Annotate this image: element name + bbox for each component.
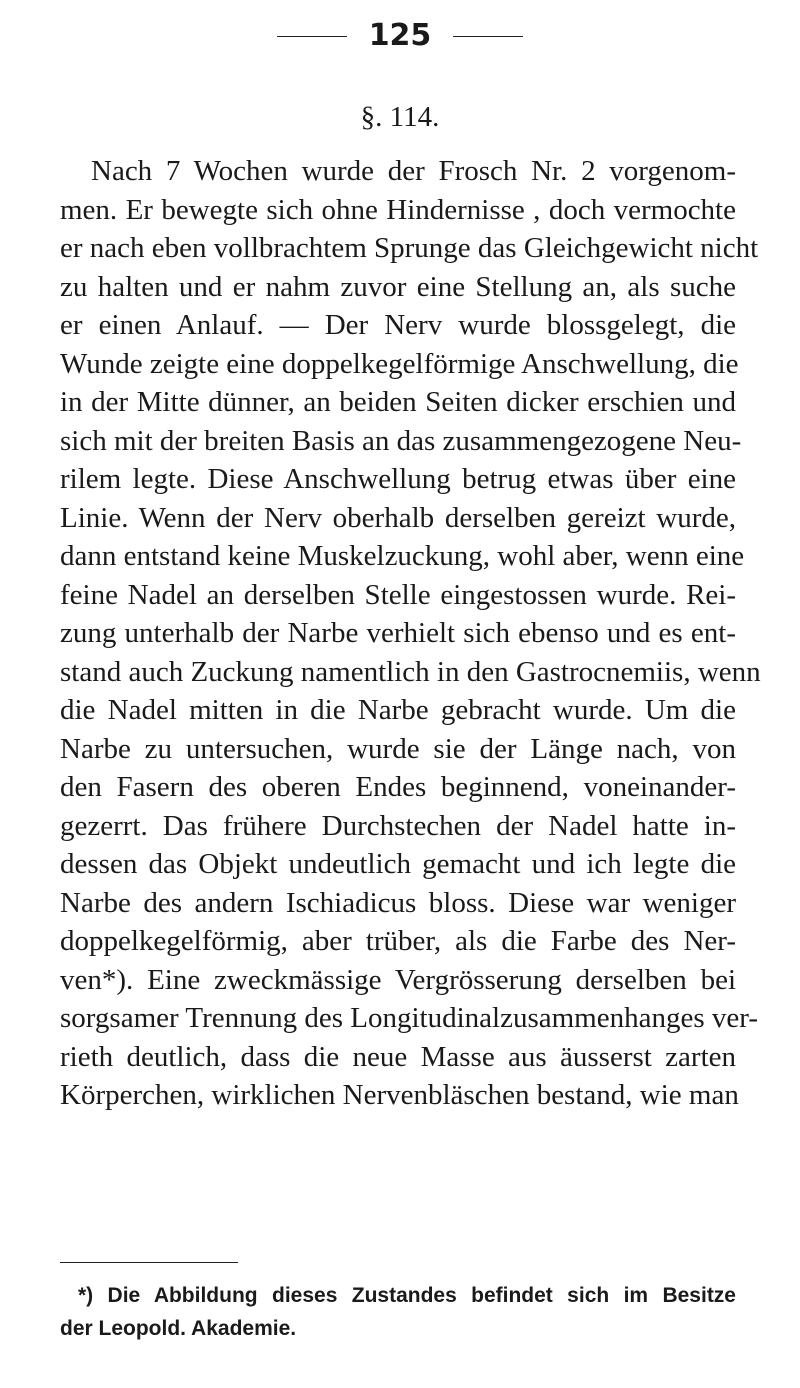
body-line: zung unterhalb der Narbe verhielt sich ebenso und es ent- xyxy=(60,617,736,649)
body-line: gezerrt. Das frühere Durchstechen der Nadel hatte in- xyxy=(60,809,736,842)
body-line: rilem legte. Diese Anschwellung betrug etwas über eine xyxy=(60,463,736,495)
body-line: Linie. Wenn der Nerv oberhalb derselben gereizt wurde, xyxy=(60,501,736,534)
footnote-divider xyxy=(60,1262,238,1263)
body-line: in der Mitte dünner, an beiden Seiten dicker erschien und xyxy=(60,386,736,418)
body-line: dann entstand keine Muskelzuckung, wohl aber, wenn eine xyxy=(60,540,745,572)
body-line: zu halten und er nahm zuvor eine Stellung an, als suche xyxy=(60,270,736,303)
body-line: Körperchen, wirklichen Nervenbläschen bestand, wie man xyxy=(60,1079,739,1111)
page-header xyxy=(0,18,800,54)
body-line: feine Nadel an derselben Stelle eingestossen wurde. Rei- xyxy=(60,578,736,611)
body-line: sich mit der breiten Basis an das zusammengezogene Neu- xyxy=(60,424,742,457)
body-line: Nach 7 Wochen wurde der Frosch Nr. 2 vorgenom- xyxy=(91,155,736,187)
body-line: dessen das Objekt undeutlich gemacht und ich legte die xyxy=(60,848,736,880)
body-line: stand auch Zuckung namentlich in den Gastrocnemiis, wenn xyxy=(60,655,761,688)
body-line: men. Er bewegte sich ohne Hindernisse , doch vermochte xyxy=(60,193,736,226)
footnote-line: *) Die Abbildung dieses Zustandes befindet sich im Besitze xyxy=(78,1284,736,1307)
body-line: Narbe zu untersuchen, wurde sie der Länge nach, von xyxy=(60,732,736,765)
body-line: Narbe des andern Ischiadicus bloss. Diese war weniger xyxy=(60,886,736,919)
header-rule-left xyxy=(277,36,347,37)
page-number: 125 xyxy=(368,18,432,53)
body-line: er einen Anlauf. — Der Nerv wurde blossgelegt, die xyxy=(60,309,736,341)
body-line: Wunde zeigte eine doppelkegelförmige Anschwellung, die xyxy=(60,347,739,380)
body-text xyxy=(60,152,761,1115)
body-line: er nach eben vollbrachtem Sprunge das Gleichgewicht nicht xyxy=(60,232,759,264)
header-rule-right xyxy=(453,36,523,37)
body-line: doppelkegelförmig, aber trüber, als die Farbe des Ner- xyxy=(60,925,736,957)
footnote-line: der Leopold. Akademie. xyxy=(60,1317,297,1340)
footnote xyxy=(60,1279,736,1345)
body-line: rieth deutlich, dass die neue Masse aus äusserst zarten xyxy=(60,1040,736,1073)
body-line: sorgsamer Trennung des Longitudinalzusammenhanges ver- xyxy=(60,1002,758,1034)
section-heading: §. 114. xyxy=(360,101,440,133)
body-line: die Nadel mitten in die Narbe gebracht wurde. Um die xyxy=(60,694,736,726)
body-line: den Fasern des oberen Endes beginnend, voneinander- xyxy=(60,771,736,803)
body-line: ven*). Eine zweckmässige Vergrösserung derselben bei xyxy=(60,963,736,996)
